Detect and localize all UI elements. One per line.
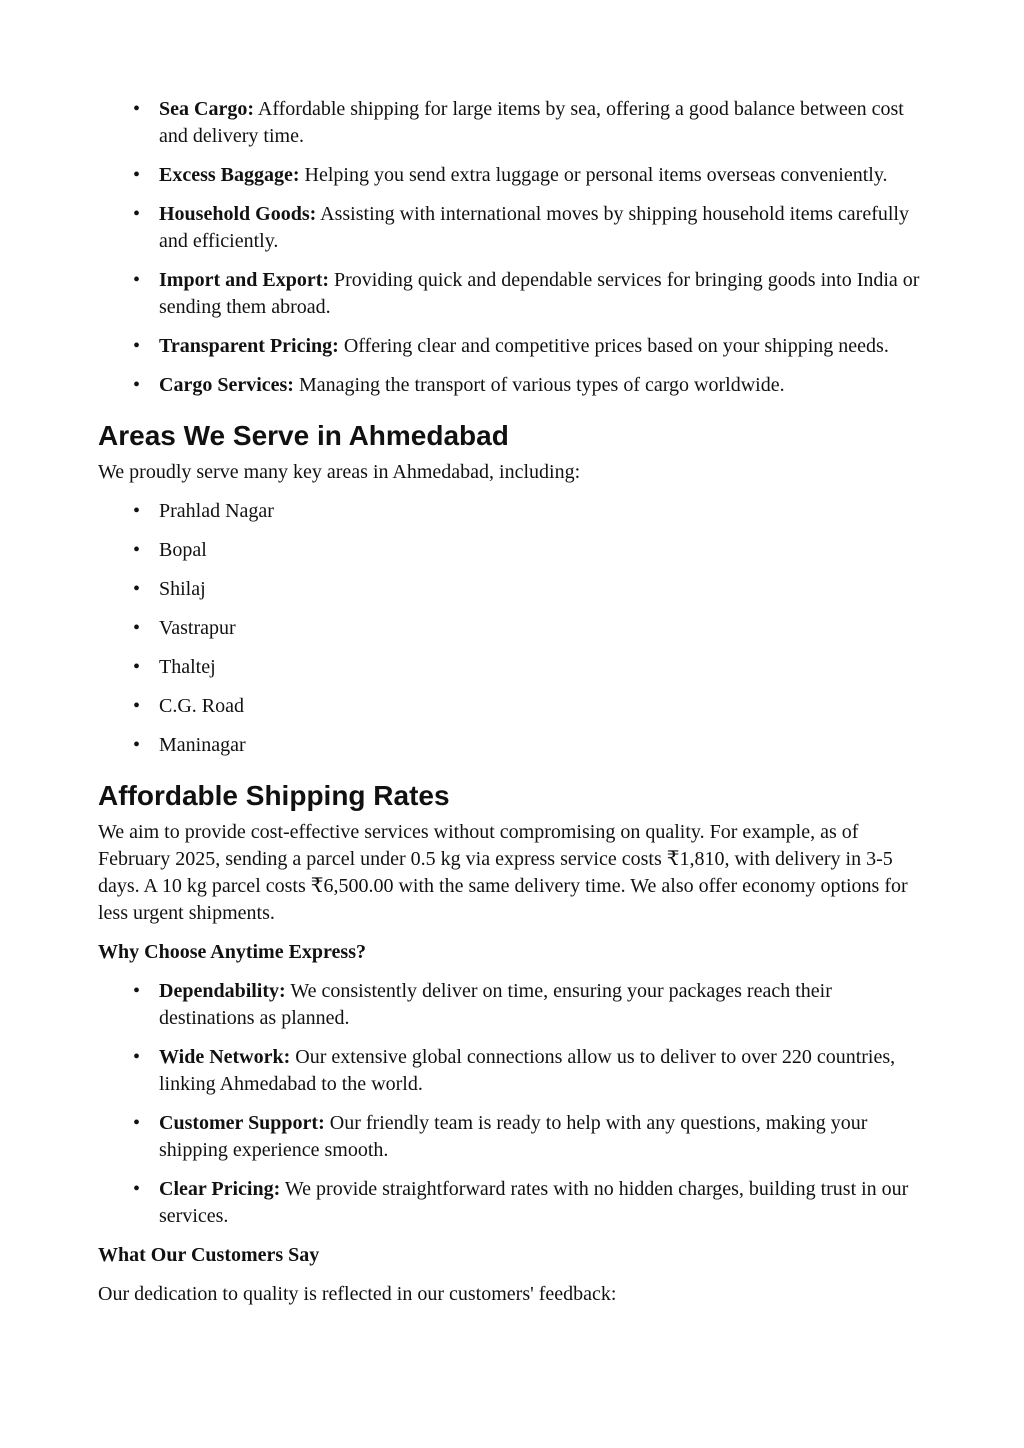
item-text: Managing the transport of various types of cargo worldwide. (293, 374, 785, 396)
list-item (98, 333, 924, 360)
list-item: • C.G. Road (98, 693, 924, 720)
rates-paragraph: We aim to provide cost-effective services without compromising on quality. For example, as of February 2025, sending a parcel under 0.5 kg via express service costs ₹1,810, with delivery in 3-5 days. A 10 kg parcel costs ₹6,500.00 with the same delivery time. We also offer economy options for less urgent shipments. (98, 821, 908, 924)
item-text: Our friendly team is ready to help with any questions, making your shipping experience smooth. (159, 1112, 868, 1161)
areas-list (98, 498, 924, 759)
item-title: Import and Export: (159, 269, 330, 291)
testimonials-heading: What Our Customers Say (98, 1244, 320, 1266)
item-text: Offering clear and competitive prices based on your shipping needs. (338, 335, 889, 357)
item-title: Excess Baggage: (159, 164, 300, 186)
list-item (98, 978, 924, 1032)
list-item (98, 201, 924, 255)
list-item (98, 162, 924, 189)
testimonials-intro: Our dedication to quality is reflected in our customers' feedback: (98, 1283, 617, 1305)
rates-heading: Affordable Shipping Rates (98, 780, 450, 811)
list-item: • Vastrapur (98, 615, 924, 642)
item-title: Dependability: (159, 980, 286, 1002)
item-title: Wide Network: (159, 1046, 291, 1068)
item-title: Customer Support: (159, 1112, 325, 1134)
item-text: We provide straightforward rates with no hidden charges, building trust in our services. (159, 1178, 909, 1227)
list-item: • Shilaj (98, 576, 924, 603)
item-text: Our extensive global connections allow us to deliver to over 220 countries, linking Ahmedabad to the world. (159, 1046, 896, 1095)
item-text: We consistently deliver on time, ensuring your packages reach their destinations as planned. (159, 980, 832, 1029)
item-title: Sea Cargo: (159, 98, 254, 120)
list-item: • Bopal (98, 537, 924, 564)
list-item (98, 1176, 924, 1230)
why-list (98, 978, 924, 1230)
item-text: Helping you send extra luggage or personal items overseas conveniently. (299, 164, 888, 186)
item-title: Cargo Services: (159, 374, 294, 396)
item-title: Transparent Pricing: (159, 335, 339, 357)
list-item (98, 372, 924, 399)
list-item (98, 1044, 924, 1098)
item-text: Providing quick and dependable services for bringing goods into India or sending them abroad. (159, 269, 920, 318)
list-item: • Prahlad Nagar (98, 498, 924, 525)
item-text: Assisting with international moves by shipping household items carefully and efficiently. (159, 203, 909, 252)
item-title: Household Goods: (159, 203, 317, 225)
item-title: Clear Pricing: (159, 1178, 281, 1200)
list-item (98, 267, 924, 321)
item-text: Affordable shipping for large items by sea, offering a good balance between cost and delivery time. (159, 98, 904, 147)
list-item: • Thaltej (98, 654, 924, 681)
areas-heading: Areas We Serve in Ahmedabad (98, 420, 509, 451)
areas-intro: We proudly serve many key areas in Ahmedabad, including: (98, 461, 581, 483)
list-item (98, 96, 924, 150)
list-item (98, 1110, 924, 1164)
why-heading: Why Choose Anytime Express? (98, 941, 366, 963)
document-page (98, 96, 924, 1320)
list-item: • Maninagar (98, 732, 924, 759)
services-list (98, 96, 924, 399)
